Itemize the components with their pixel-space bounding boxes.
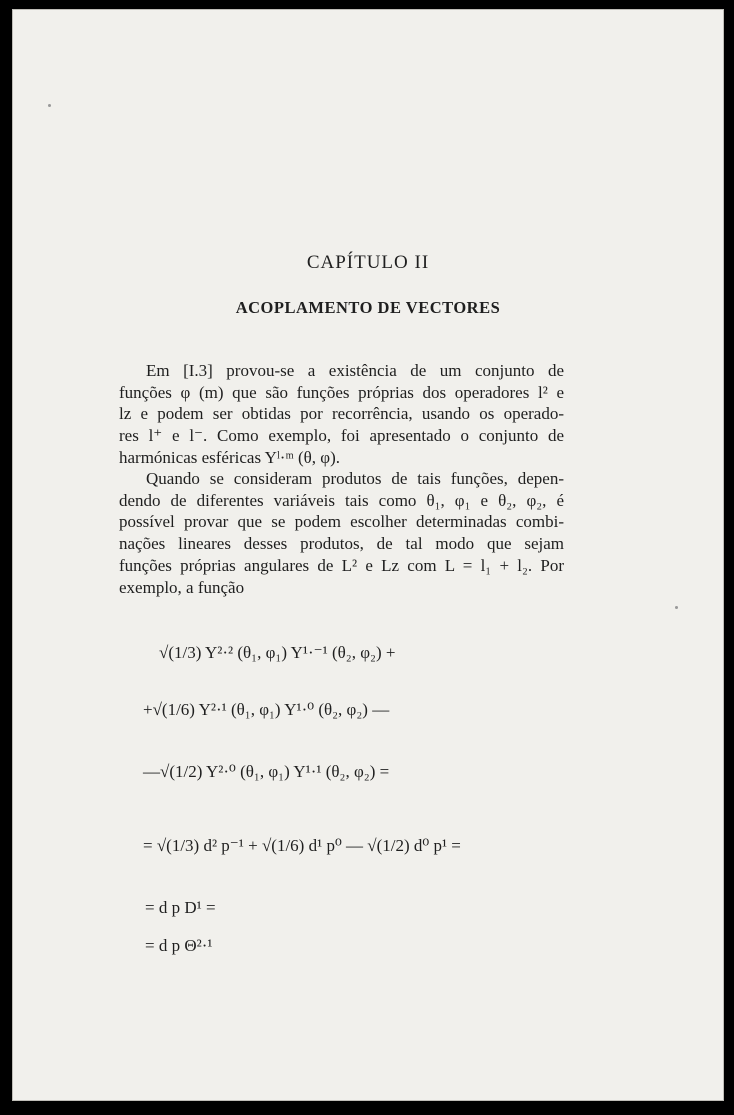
p2-line: dendo de diferentes variáveis tais como θ₁, φ₁ e θ₂, φ₂, é xyxy=(119,490,564,510)
p2-line: nações lineares desses produtos, de tal modo que sejam xyxy=(119,534,564,554)
p1-line: lz e podem ser obtidas por recorrência, usando os operado- xyxy=(119,404,564,424)
p2-line: exemplo, a função xyxy=(119,577,245,597)
p1-line: harmónicas esféricas Yˡ·ᵐ (θ, φ). xyxy=(119,447,341,467)
equation-line-1: √(1/3) Y²·² (θ₁, φ₁) Y¹·⁻¹ (θ₂, φ₂) + xyxy=(159,643,396,662)
equation-line-3: —√(1/2) Y²·⁰ (θ₁, φ₁) Y¹·¹ (θ₂, φ₂) = xyxy=(143,762,390,781)
p1-line: funções φ (m) que são funções próprias dos operadores l² e xyxy=(119,382,564,402)
p2-line: possível provar que se podem escolher determinadas combi- xyxy=(119,512,564,532)
equation-line-2: +√(1/6) Y²·¹ (θ₁, φ₁) Y¹·⁰ (θ₂, φ₂) — xyxy=(143,700,390,719)
p1-line: res l⁺ e l⁻. Como exemplo, foi apresentado o conjunto de xyxy=(119,426,564,446)
p2-line: Quando se consideram produtos de tais funções, depen- xyxy=(146,469,564,488)
p2-line: funções próprias angulares de L² e Lz com L = l₁ + l₂. Por xyxy=(119,555,564,575)
paper-speck xyxy=(675,606,678,609)
p1-line: Em [I.3] provou-se a existência de um conjunto de xyxy=(146,361,564,380)
page xyxy=(12,9,724,1101)
paragraph-1 xyxy=(119,360,564,469)
chapter-heading: CAPÍTULO II xyxy=(306,252,430,273)
equation-line-5: = d p D¹ = xyxy=(145,898,216,917)
chapter-title: ACOPLAMENTO DE VECTORES xyxy=(235,298,501,317)
paper-speck xyxy=(48,104,51,107)
equation-line-4: = √(1/3) d² p⁻¹ + √(1/6) d¹ p⁰ — √(1/2) d⁰ p¹ = xyxy=(143,836,461,855)
equation-line-6: = d p Θ²·¹ xyxy=(145,936,213,955)
paragraph-2 xyxy=(119,468,564,598)
